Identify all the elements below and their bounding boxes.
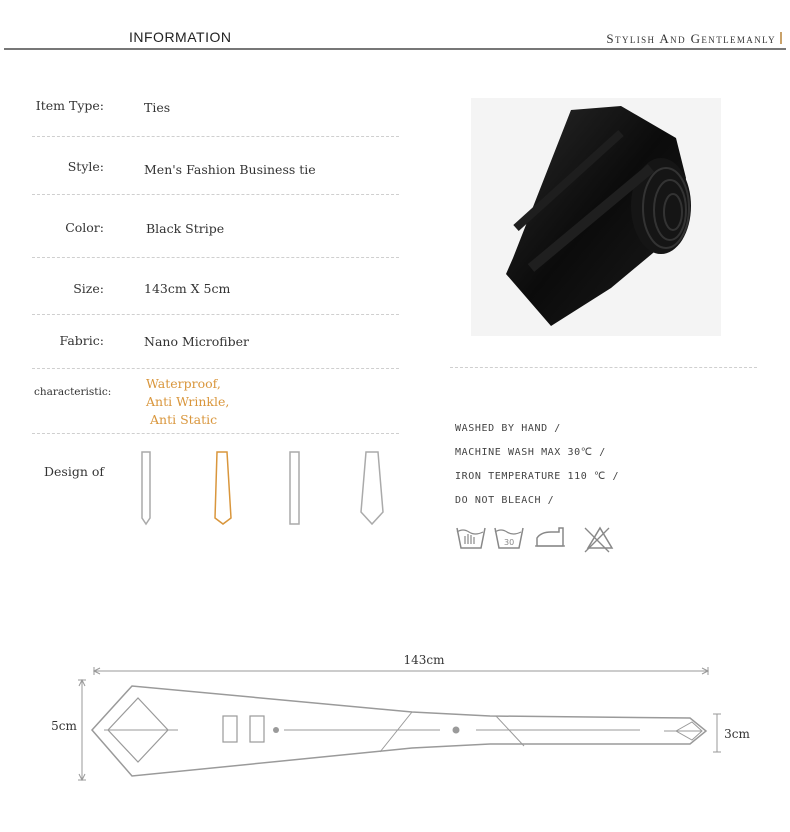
tie-size-diagram (40, 640, 760, 790)
tie-design-skinny-icon (142, 452, 150, 524)
size-label: Size: (73, 281, 104, 296)
row-divider (32, 368, 399, 369)
color-value: Black Stripe (146, 221, 225, 236)
length-dimension (94, 667, 708, 675)
row-divider (32, 194, 399, 195)
size-value: 143cm X 5cm (144, 281, 231, 296)
width-dimension (78, 680, 86, 780)
iron-icon (535, 528, 565, 546)
care-line-bleach: DO NOT BLEACH / (455, 495, 555, 506)
tie-designs (135, 448, 405, 530)
slogan-text: Stylish And Gentlemanly (606, 31, 776, 46)
no-bleach-icon (585, 528, 612, 552)
row-divider (32, 433, 399, 434)
item-type-value: Ties (144, 100, 171, 115)
care-line-hand-wash: WASHED BY HAND / (455, 423, 561, 434)
tip-width-label: 3cm (724, 727, 750, 741)
design-label: Design of (44, 464, 105, 479)
header-slogan (606, 31, 782, 47)
width-label: 5cm (51, 719, 77, 733)
style-label: Style: (67, 159, 104, 174)
fabric-value: Nano Microfiber (144, 334, 249, 349)
item-type-label: Item Type: (35, 98, 104, 113)
tie-outline (92, 686, 706, 776)
tie-design-classic-gold-icon (215, 452, 231, 524)
wash-temp-text: 30 (504, 538, 515, 547)
section-title: INFORMATION (129, 29, 232, 45)
care-line-iron: IRON TEMPERATURE 110 ℃ / (455, 471, 620, 482)
characteristic-value-1: Waterproof, (146, 376, 221, 391)
fabric-label: Fabric: (59, 333, 104, 348)
row-divider (32, 136, 399, 137)
slogan-accent-bar (780, 32, 782, 44)
machine-wash-30-icon (495, 528, 523, 548)
characteristic-value-2: Anti Wrinkle, (146, 394, 230, 409)
row-divider (32, 257, 399, 258)
product-photo (471, 98, 721, 336)
characteristic-value-3: Anti Static (150, 412, 218, 427)
hand-wash-icon (457, 528, 485, 548)
row-divider (32, 314, 399, 315)
tie-design-wide-icon (361, 452, 383, 524)
tip-width-dimension (713, 714, 721, 752)
rolled-tie-image (471, 98, 721, 336)
photo-divider (450, 367, 757, 368)
characteristic-label: characteristic: (34, 386, 112, 398)
tie-design-narrow-icon (290, 452, 299, 524)
color-label: Color: (65, 220, 104, 235)
length-label: 143cm (403, 653, 445, 667)
header-divider (4, 48, 786, 50)
care-line-machine-wash: MACHINE WASH MAX 30℃ / (455, 447, 606, 458)
style-value: Men's Fashion Business tie (144, 162, 316, 177)
care-icons (455, 524, 615, 556)
